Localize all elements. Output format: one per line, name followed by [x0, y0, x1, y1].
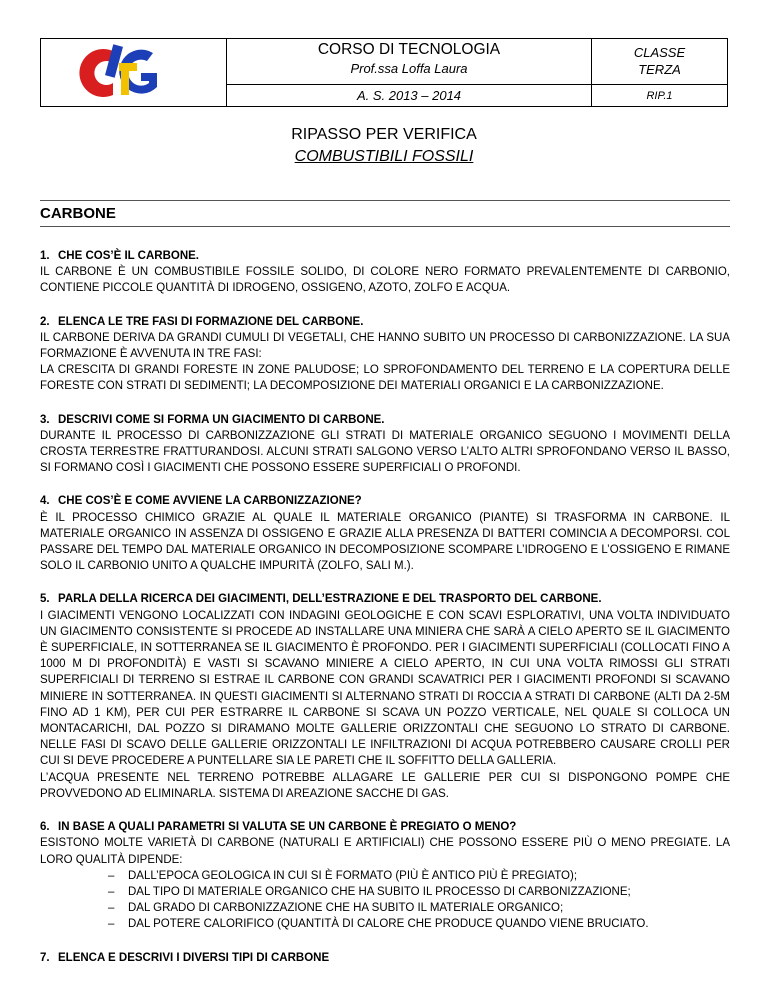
course-cell	[227, 39, 592, 107]
list-item: – DAL TIPO DI MATERIALE ORGANICO CHE HA SUBITO IL PROCESSO DI CARBONIZZAZIONE;	[40, 884, 730, 900]
question-5: 5. PARLA DELLA RICERCA DEI GIACIMENTI, DELL’ESTRAZIONE E DEL TRASPORTO DEL CARBONE.	[40, 593, 602, 606]
course-title: CORSO DI TECNOLOGIA	[317, 41, 501, 58]
question-3: 3. DESCRIVI COME SI FORMA UN GIACIMENTO DI CARBONE.	[40, 413, 385, 426]
class-value: TERZA	[638, 62, 681, 77]
list-item: – DAL GRADO DI CARBONIZZAZIONE CHE HA SUBITO IL MATERIALE ORGANICO;	[40, 900, 730, 916]
class-cell	[592, 39, 727, 107]
answer-5: I GIACIMENTI VENGONO LOCALIZZATI CON INDAGINI GEOLOGICHE E CON SCAVI ESPLORATIVI, UNA VOLTA INDIVIDUATO UN GIACIMENTO CONSISTENTE SI PROCEDE AD INSTALLARE UNA MINIERA CHE SARÀ A CIELO APERTO SE IL GIACIMENTO È SUPERFICIALE, IN SOTTERRANEA SE IL GIACIMENTO È PROFONDO. PER I GIACIMENTI SUPERFICIALI (COLLOCATI FINO A 1000 M DI PROFONDITÀ) E VASTI SI SCAVANO MINIERE A CIELO APERTO, IN CUI UNA VOLTA RIMOSSI GLI STRATI SUPERFICIALI DI TERRENO SI ESTRAE IL CARBONE CON GRANDI SCAVATRICI PER I GIACIMENTI PROFONDI SI SCAVANO MINIERE IN SOTTERRANEA. IN QUESTI GIACIMENTI SI ALTERNANO STRATI DI ROCCIA A STRATI DI CARBONE (ALTI DA 2-5M FINO AD 1 KM), PER CUI PER ESTRARRE IL CARBONE SI SCAVA UN POZZO VERTICALE, NEL QUALE SI COLLOCA UN MONTACARICHI, DAL POZZO SI DIRAMANO MOLTE GALLERIE ORIZZONTALI CHE SEGUONO LO STRATO DI CARBONE. NELLE FASI DI SCAVO DELLE GALLERIE ORIZZONTALI LE INFILTRAZIONI DI ACQUA POTREBBERO CAUSARE CROLLI PER CUI SI DEVE PROCEDERE A PUNTELLARE SIA LE PARETI CHE IL SOFFITTO DELLA GALLERIA.	[40, 609, 730, 768]
answer-2: IL CARBONE DERIVA DA GRANDI CUMULI DI VEGETALI, CHE HANNO SUBITO UN PROCESSO DI CARBONIZZAZIONE. LA SUA FORMAZIONE È AVVENUTA IN TRE FASI:	[40, 331, 730, 361]
answer-5b: L’ACQUA PRESENTE NEL TERRENO POTREBBE ALLAGARE LE GALLERIE PER CUI SI DISPONGONO POMPE CHE PROVVEDONO AD ELIMINARLA. SISTEMA DI AREAZIONE SACCHE DI GAS.	[40, 771, 730, 800]
question-2: 2. ELENCA LE TRE FASI DI FORMAZIONE DEL CARBONE.	[40, 315, 364, 328]
page-subtitle: COMBUSTIBILI FOSSILI	[294, 148, 474, 165]
header-table	[40, 38, 728, 107]
list-item: – DALL’EPOCA GEOLOGICA IN CUI SI È FORMATO (PIÙ È ANTICO PIÙ È PREGIATO);	[40, 868, 730, 884]
school-logo	[61, 43, 181, 103]
class-label: CLASSE	[633, 45, 686, 60]
school-year: A. S. 2013 – 2014	[356, 88, 462, 103]
answer-2b: LA CRESCITA DI GRANDI FORESTE IN ZONE PALUDOSE; LO SPROFONDAMENTO DEL TERRENO E LA COPERTURA DELLE FORESTE CON STRATI DI SEDIMENTI; LA DECOMPOSIZIONE DEI MATERIALI ORGANICI E LA CARBONIZZAZIONE.	[40, 364, 730, 393]
rip-label: RIP.1	[646, 90, 673, 102]
answer-4: È IL PROCESSO CHIMICO GRAZIE AL QUALE IL MATERIALE ORGANICO (PIANTE) SI TRASFORMA IN CARBONE. IL MATERIALE ORGANICO IN ASSENZA DI OSSIGENO E GRAZIE ALLA PRESENZA DI BATTERI COMINCIA A DECOMPORSI. COL PASSARE DEL TEMPO DAL MATERIALE ORGANICO IN DECOMPOSIZIONE SCOMPARE L’IDROGENO E L’OSSIGENO E RIMANE SOLO IL CARBONIO UNITO A QUALCHE IMPURITÀ (ZOLFO, SALI M.).	[40, 511, 730, 573]
list-item: – DAL POTERE CALORIFICO (QUANTITÀ DI CALORE CHE PRODUCE QUANDO VIENE BRUCIATO.	[40, 916, 730, 932]
answer-3: DURANTE IL PROCESSO DI CARBONIZZAZIONE GLI STRATI DI MATERIALE ORGANICO SEGUONO I MOVIMENTI DELLA CROSTA TERRESTRE FRATTURANDOSI. ALCUNI STRATI SALGONO VERSO L’ALTO ALTRI SPROFONDANO VERSO IL BASSO, SI FORMANO COSÌ I GIACIMENTI CHE POSSONO ESSERE SUPERFICIALI O PROFONDI.	[40, 429, 730, 475]
answer-1: IL CARBONE È UN COMBUSTIBILE FOSSILE SOLIDO, DI COLORE NERO FORMATO PREVALENTEMENTE DI CARBONIO, CONTIENE PICCOLE QUANTITÀ DI IDROGENO, OSSIGENO, AZOTO, ZOLFO E ACQUA.	[40, 266, 730, 295]
questions-list	[40, 248, 730, 966]
question-6: 6. IN BASE A QUALI PARAMETRI SI VALUTA SE UN CARBONE È PREGIATO O MENO?	[40, 821, 517, 834]
answer-6: ESISTONO MOLTE VARIETÀ DI CARBONE (NATURALI E ARTIFICIALI) CHE POSSONO ESSERE PIÙ O MENO PREGIATE. LA LORO QUALITÀ DIPENDE:	[40, 837, 730, 866]
page-title: RIPASSO PER VERIFICA	[291, 126, 477, 143]
question-7: 7. ELENCA E DESCRIVI I DIVERSI TIPI DI CARBONE	[40, 951, 330, 964]
section-heading: CARBONE	[40, 200, 730, 227]
criteria-list	[40, 868, 730, 933]
teacher-name: Prof.ssa Loffa Laura	[350, 61, 468, 76]
question-1: 1. CHE COS’È IL CARBONE.	[40, 250, 199, 262]
logo-cell	[41, 39, 227, 107]
question-4: 4. CHE COS’È E COME AVVIENE LA CARBONIZZAZIONE?	[40, 495, 362, 508]
